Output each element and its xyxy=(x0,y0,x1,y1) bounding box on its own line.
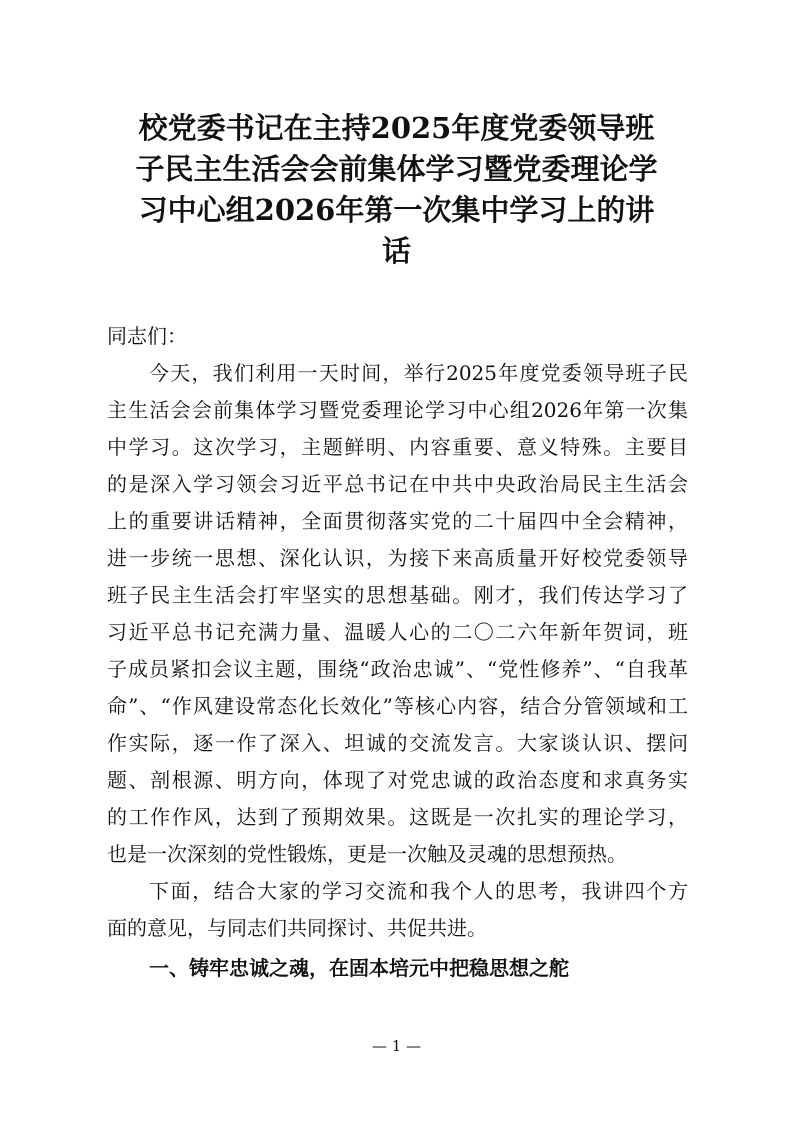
text-line: 的工作作风，达到了预期效果。这既是一次扎实的理论学习， xyxy=(107,805,688,829)
section-heading: 一、铸牢忠诚之魂，在固本培元中把稳思想之舵 xyxy=(149,956,569,980)
title-line: 校党委书记在主持2025年度党委领导班 xyxy=(138,111,655,145)
text-line: 班子民主生活会打牢坚实的思想基础。刚才，我们传达学习了 xyxy=(107,583,688,607)
text-line: 命”、“作风建设常态化长效化”等核心内容，结合分管领域和工 xyxy=(107,694,688,718)
text-line: 也是一次深刻的党性锻炼，更是一次触及灵魂的思想预热。 xyxy=(107,842,627,866)
text-line: 的是深入学习领会习近平总书记在中共中央政治局民主生活会 xyxy=(107,472,688,496)
text-line: 进一步统一思想、深化认识，为接下来高质量开好校党委领导 xyxy=(107,546,688,570)
text-line: 今天，我们利用一天时间，举行2025年度党委领导班子民 xyxy=(149,361,688,385)
salutation: 同志们： xyxy=(107,324,187,348)
text-line: 子成员紧扣会议主题，围绕“政治忠诚”、“党性修养”、“自我革 xyxy=(107,657,688,681)
document-title xyxy=(100,108,693,272)
title-line: 话 xyxy=(381,234,411,268)
page-number: — 1 — xyxy=(371,1037,422,1055)
text-line: 作实际，逐一作了深入、坦诚的交流发言。大家谈认识、摆问 xyxy=(107,731,688,755)
text-line: 题、剖根源、明方向，体现了对党忠诚的政治态度和求真务实 xyxy=(107,768,688,792)
title-line: 子民主生活会会前集体学习暨党委理论学 xyxy=(135,152,658,186)
text-line: 主生活会会前集体学习暨党委理论学习中心组2026年第一次集 xyxy=(107,398,688,422)
text-line: 下面，结合大家的学习交流和我个人的思考，我讲四个方 xyxy=(149,879,688,903)
text-line: 习近平总书记充满力量、温暖人心的二〇二六年新年贺词，班 xyxy=(107,620,688,644)
text-line: 面的意见，与同志们共同探讨、共促共进。 xyxy=(107,916,487,940)
text-line: 中学习。这次学习，主题鲜明、内容重要、意义特殊。主要目 xyxy=(107,435,688,459)
document-body xyxy=(107,318,688,987)
paragraph xyxy=(107,355,688,873)
text-line: 上的重要讲话精神，全面贯彻落实党的二十届四中全会精神， xyxy=(107,509,688,533)
paragraph xyxy=(107,873,688,947)
title-line: 习中心组2026年第一次集中学习上的讲 xyxy=(138,193,655,227)
